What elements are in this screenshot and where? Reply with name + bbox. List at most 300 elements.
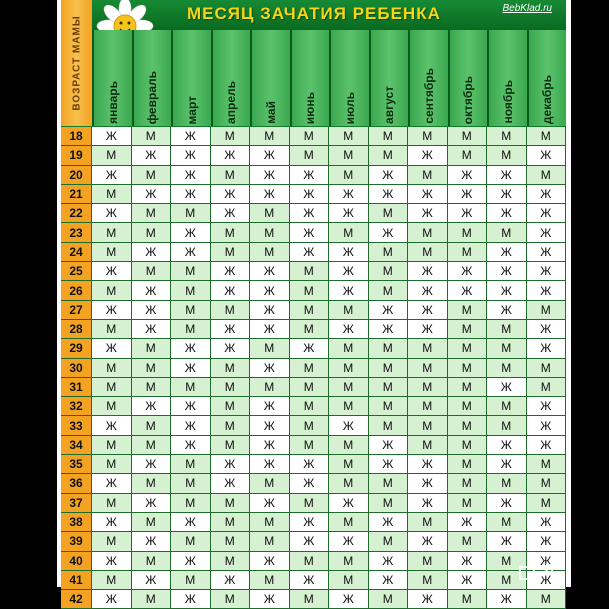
month-label: февраль [145,70,160,124]
gender-cell: М [92,281,132,299]
conception-table [61,0,566,607]
gender-cell: Ж [369,301,409,319]
gender-cell: М [329,301,369,319]
table-row [61,185,566,204]
gender-cell: Ж [527,436,567,454]
gender-cell: Ж [211,571,251,589]
gender-cell: М [171,262,211,280]
gender-cell: Ж [290,223,330,241]
gender-cell: Ж [408,494,448,512]
gender-cell: Ж [250,552,290,570]
table-row [61,281,566,300]
age-cell: 23 [61,223,92,241]
gender-cell: Ж [290,166,330,184]
gender-cell: Ж [369,455,409,473]
gender-cell: Ж [527,532,567,550]
month-header [132,30,172,126]
gender-cell: М [290,494,330,512]
gender-cell: М [92,494,132,512]
gender-cell: М [329,455,369,473]
table-row [61,166,566,185]
gender-cell: Ж [171,552,211,570]
gender-cell: М [448,474,488,492]
gender-cell: М [408,359,448,377]
gender-cell: Ж [527,204,567,222]
gender-cell: Ж [408,301,448,319]
age-cell: 28 [61,320,92,338]
month-label: сентябрь [421,68,436,124]
gender-cell: М [329,474,369,492]
gender-cell: М [448,416,488,434]
gender-cell: Ж [487,590,527,608]
gender-cell: М [487,339,527,357]
expand-icon[interactable] [518,561,560,583]
gender-cell: Ж [408,185,448,203]
gender-cell: М [290,127,330,145]
table-row [61,552,566,571]
gender-cell: Ж [329,204,369,222]
gender-cell: Ж [448,204,488,222]
gender-cell: М [132,416,172,434]
gender-cell: М [487,571,527,589]
gender-cell: М [487,320,527,338]
gender-cell: М [527,359,567,377]
page-frame [57,0,571,607]
gender-cell: М [487,513,527,531]
gender-cell: Ж [250,359,290,377]
gender-cell: Ж [211,281,251,299]
gender-cell: М [290,301,330,319]
gender-cell: М [487,474,527,492]
gender-cell: М [329,166,369,184]
table-header-bar [92,0,566,30]
table-row [61,455,566,474]
gender-cell: М [132,436,172,454]
gender-cell: М [211,166,251,184]
gender-cell: М [369,378,409,396]
gender-cell: М [92,359,132,377]
gender-cell: Ж [329,262,369,280]
gender-cell: М [92,223,132,241]
gender-cell: Ж [250,301,290,319]
gender-cell: М [92,378,132,396]
gender-cell: М [448,320,488,338]
month-header [211,30,251,126]
gender-cell: Ж [92,552,132,570]
gender-cell: М [211,416,251,434]
gender-cell: Ж [448,262,488,280]
month-label: декабрь [540,74,555,124]
age-cell: 41 [61,571,92,589]
gender-cell: М [92,243,132,261]
gender-cell: М [132,204,172,222]
month-header [448,30,488,126]
gender-cell: М [448,223,488,241]
gender-cell: М [329,223,369,241]
gender-cell: М [211,243,251,261]
gender-cell: М [408,552,448,570]
gender-cell: М [250,513,290,531]
gender-cell: Ж [527,243,567,261]
gender-cell: Ж [369,320,409,338]
gender-cell: М [408,378,448,396]
gender-cell: Ж [171,166,211,184]
gender-cell: М [211,494,251,512]
gender-cell: Ж [290,243,330,261]
gender-cell: М [487,146,527,164]
gender-cell: М [487,397,527,415]
gender-cell: Ж [290,513,330,531]
gender-cell: Ж [487,243,527,261]
gender-cell: Ж [92,474,132,492]
month-header [92,30,132,126]
month-header [369,30,409,126]
month-header [329,30,369,126]
gender-cell: М [211,513,251,531]
table-row [61,571,566,590]
age-cell: 31 [61,378,92,396]
gender-cell: Ж [527,397,567,415]
age-cell: 19 [61,146,92,164]
gender-cell: Ж [211,455,251,473]
gender-cell: Ж [408,262,448,280]
gender-cell: Ж [250,397,290,415]
gender-cell: Ж [171,436,211,454]
gender-cell: М [171,301,211,319]
gender-cell: Ж [369,436,409,454]
gender-cell: М [448,243,488,261]
gender-cell: М [171,281,211,299]
table-row [61,127,566,146]
gender-cell: Ж [92,416,132,434]
table-row [61,262,566,281]
gender-cell: Ж [171,127,211,145]
gender-cell: Ж [290,571,330,589]
month-label: март [184,95,199,124]
gender-cell: М [408,243,448,261]
gender-cell: Ж [92,339,132,357]
gender-cell: М [290,359,330,377]
table-row [61,359,566,378]
gender-cell: М [171,532,211,550]
gender-cell: М [487,223,527,241]
gender-cell: Ж [408,532,448,550]
gender-cell: М [211,552,251,570]
gender-cell: М [132,552,172,570]
gender-cell: М [487,552,527,570]
gender-cell: М [92,571,132,589]
gender-cell: Ж [250,185,290,203]
gender-cell: М [211,590,251,608]
gender-cell: М [290,262,330,280]
table-row [61,301,566,320]
gender-cell: Ж [487,455,527,473]
age-cell: 35 [61,455,92,473]
gender-cell: М [132,474,172,492]
gender-cell: Ж [329,320,369,338]
age-cell: 40 [61,552,92,570]
gender-cell: Ж [132,397,172,415]
gender-cell: Ж [171,339,211,357]
gender-cell: М [171,455,211,473]
age-cell: 33 [61,416,92,434]
gender-cell: Ж [487,185,527,203]
gender-cell: Ж [250,320,290,338]
gender-cell: М [329,378,369,396]
table-row [61,320,566,339]
gender-cell: М [369,494,409,512]
gender-cell: Ж [408,146,448,164]
month-label: январь [105,81,120,124]
gender-cell: М [132,166,172,184]
gender-cell: М [487,416,527,434]
gender-cell: М [408,223,448,241]
gender-cell: Ж [487,532,527,550]
table-row [61,378,566,397]
gender-cell: М [329,359,369,377]
table-row [61,513,566,532]
gender-cell: М [290,281,330,299]
gender-cell: Ж [527,339,567,357]
gender-cell: М [171,320,211,338]
age-cell: 30 [61,359,92,377]
gender-cell: М [408,571,448,589]
gender-cell: Ж [211,146,251,164]
gender-cell: М [250,127,290,145]
gender-cell: Ж [211,262,251,280]
month-label: июнь [303,91,318,124]
age-cell: 37 [61,494,92,512]
gender-cell: М [290,320,330,338]
gender-cell: М [250,378,290,396]
gender-cell: М [369,339,409,357]
gender-cell: Ж [171,146,211,164]
gender-cell: Ж [250,494,290,512]
gender-cell: Ж [329,494,369,512]
gender-cell: Ж [329,416,369,434]
table-row [61,243,566,262]
gender-cell: М [250,474,290,492]
gender-cell: Ж [92,513,132,531]
gender-cell: Ж [250,166,290,184]
gender-cell: М [132,590,172,608]
gender-cell: Ж [132,455,172,473]
gender-cell: М [408,166,448,184]
gender-cell: М [369,590,409,608]
gender-cell: М [527,494,567,512]
gender-cell: Ж [132,281,172,299]
gender-cell: Ж [132,320,172,338]
table-row [61,474,566,493]
age-cell: 34 [61,436,92,454]
gender-cell: Ж [290,185,330,203]
gender-cell: Ж [211,185,251,203]
gender-cell: М [250,223,290,241]
gender-cell: Ж [171,185,211,203]
gender-cell: М [369,281,409,299]
gender-cell: М [290,378,330,396]
gender-cell: М [92,320,132,338]
gender-cell: Ж [132,494,172,512]
gender-cell: Ж [132,243,172,261]
gender-cell: М [448,494,488,512]
gender-cell: М [92,436,132,454]
gender-cell: Ж [250,455,290,473]
gender-cell: М [448,436,488,454]
age-cell: 27 [61,301,92,319]
gender-cell: Ж [329,532,369,550]
gender-cell: Ж [487,204,527,222]
age-column-label: ВОЗРАСТ МАМЫ [71,15,82,111]
gender-cell: М [92,455,132,473]
gender-cell: М [448,590,488,608]
gender-cell: Ж [171,590,211,608]
gender-cell: Ж [290,455,330,473]
month-header [250,30,290,126]
gender-cell: Ж [250,281,290,299]
data-grid [61,127,566,609]
gender-cell: М [132,359,172,377]
gender-cell: Ж [408,204,448,222]
gender-cell: М [329,552,369,570]
gender-cell: М [132,339,172,357]
gender-cell: М [290,416,330,434]
gender-cell: М [211,359,251,377]
gender-cell: М [369,416,409,434]
gender-cell: М [290,590,330,608]
gender-cell: М [487,359,527,377]
table-row [61,204,566,223]
gender-cell: М [250,571,290,589]
gender-cell: М [448,146,488,164]
gender-cell: М [369,262,409,280]
gender-cell: М [487,127,527,145]
gender-cell: М [329,571,369,589]
gender-cell: Ж [92,166,132,184]
gender-cell: Ж [527,223,567,241]
gender-cell: Ж [171,397,211,415]
gender-cell: М [448,455,488,473]
table-row [61,146,566,165]
gender-cell: Ж [250,416,290,434]
gender-cell: М [329,127,369,145]
gender-cell: Ж [527,416,567,434]
age-cell: 38 [61,513,92,531]
gender-cell: Ж [527,146,567,164]
gender-cell: Ж [92,204,132,222]
gender-cell: Ж [448,552,488,570]
gender-cell: М [92,146,132,164]
gender-cell: М [290,436,330,454]
gender-cell: М [527,166,567,184]
gender-cell: Ж [369,166,409,184]
gender-cell: Ж [527,571,567,589]
gender-cell: М [211,301,251,319]
site-link[interactable]: BebKlad.ru [502,3,552,14]
gender-cell: Ж [408,455,448,473]
gender-cell: М [132,262,172,280]
gender-cell: Ж [171,416,211,434]
gender-cell: М [369,204,409,222]
gender-cell: М [92,185,132,203]
gender-cell: М [211,436,251,454]
age-cell: 36 [61,474,92,492]
gender-cell: М [92,532,132,550]
gender-cell: Ж [132,301,172,319]
table-row [61,436,566,455]
gender-cell: М [290,146,330,164]
month-header-row [92,30,566,126]
gender-cell: М [132,513,172,531]
month-label: октябрь [461,75,476,124]
gender-cell: Ж [448,185,488,203]
gender-cell: Ж [211,204,251,222]
gender-cell: Ж [448,166,488,184]
gender-cell: М [211,378,251,396]
gender-cell: М [329,146,369,164]
gender-cell: М [211,532,251,550]
gender-cell: Ж [527,320,567,338]
table-row [61,416,566,435]
gender-cell: М [448,127,488,145]
gender-cell: М [329,436,369,454]
gender-cell: М [171,571,211,589]
gender-cell: М [211,223,251,241]
gender-cell: М [408,436,448,454]
gender-cell: М [408,416,448,434]
gender-cell: Ж [132,146,172,164]
table-row [61,532,566,551]
gender-cell: Ж [250,590,290,608]
gender-cell: М [408,339,448,357]
gender-cell: Ж [527,262,567,280]
gender-cell: Ж [487,378,527,396]
gender-cell: М [250,243,290,261]
gender-cell: М [369,532,409,550]
month-header [527,30,567,126]
gender-cell: Ж [329,281,369,299]
gender-cell: М [408,127,448,145]
gender-cell: М [171,378,211,396]
gender-cell: М [92,397,132,415]
gender-cell: М [527,301,567,319]
gender-cell: М [448,532,488,550]
gender-cell: Ж [290,339,330,357]
gender-cell: М [290,397,330,415]
gender-cell: М [527,127,567,145]
month-label: ноябрь [500,80,515,124]
age-cell: 22 [61,204,92,222]
gender-cell: М [250,532,290,550]
table-row [61,223,566,242]
month-label: май [263,101,278,124]
gender-cell: М [211,127,251,145]
gender-cell: Ж [369,552,409,570]
age-cell: 32 [61,397,92,415]
gender-cell: Ж [250,436,290,454]
gender-cell: Ж [132,532,172,550]
gender-cell: М [369,146,409,164]
gender-cell: Ж [290,474,330,492]
gender-cell: Ж [369,185,409,203]
gender-cell: Ж [487,281,527,299]
gender-cell: М [211,397,251,415]
table-row [61,494,566,513]
gender-cell: М [171,474,211,492]
gender-cell: Ж [171,243,211,261]
gender-cell: Ж [171,359,211,377]
gender-cell: М [250,339,290,357]
